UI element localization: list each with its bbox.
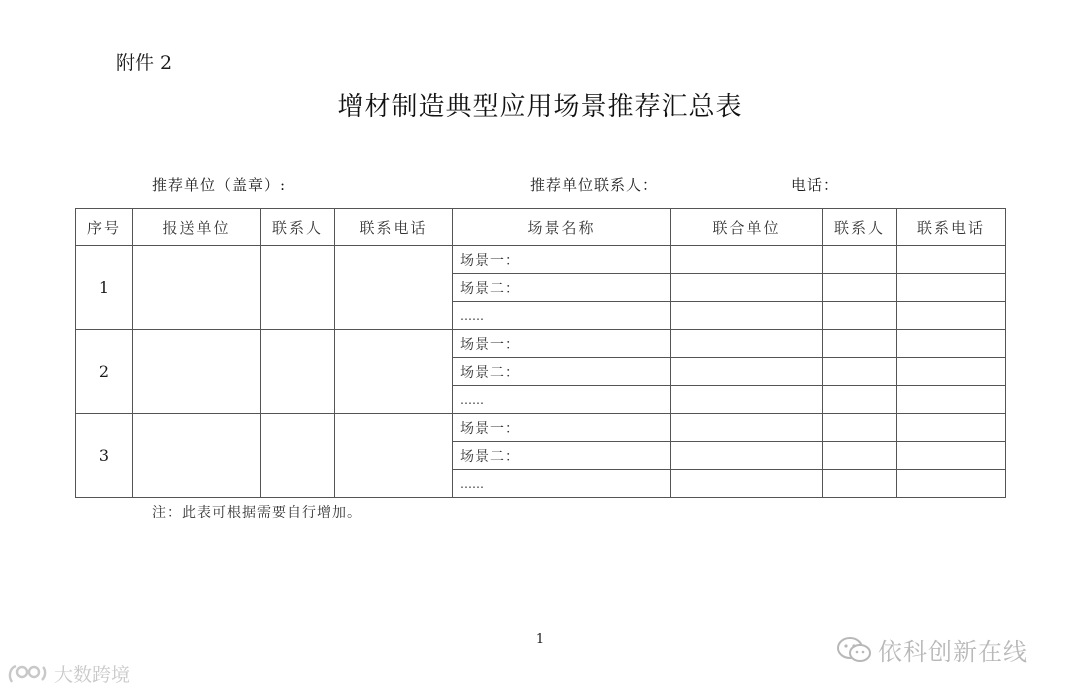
header-cell: 场景名称	[453, 209, 671, 246]
header-cell: 联系电话	[897, 209, 1006, 246]
joint-unit-cell	[671, 442, 823, 470]
table-row	[76, 414, 1006, 442]
table-row	[76, 246, 1006, 274]
joint-contact-cell	[823, 470, 897, 498]
scene-name-cell: 场景二：	[453, 442, 671, 470]
scene-name-cell: 场景一：	[453, 330, 671, 358]
summary-table	[75, 208, 1006, 498]
joint-unit-cell	[671, 358, 823, 386]
page-number: 1	[535, 632, 545, 647]
watermark-right-text: 依科创新在线	[878, 638, 1028, 666]
joint-unit-cell	[671, 386, 823, 414]
brand-logo-icon	[6, 662, 50, 686]
table-note: 注：此表可根据需要自行增加。	[152, 505, 362, 521]
header-cell: 联合单位	[671, 209, 823, 246]
reporting-unit-cell	[133, 414, 261, 498]
row-number: 2	[76, 330, 133, 414]
page-title: 增材制造典型应用场景推荐汇总表	[337, 92, 743, 122]
joint-unit-cell	[671, 302, 823, 330]
watermark-left-text: 大数跨境	[54, 664, 131, 686]
attachment-label: 附件 2	[116, 52, 173, 74]
phone-label: 电话：	[791, 176, 840, 194]
joint-contact-cell	[823, 330, 897, 358]
joint-phone-cell	[897, 358, 1006, 386]
scene-name-cell: 场景二：	[453, 358, 671, 386]
reporting-unit-cell	[133, 330, 261, 414]
joint-phone-cell	[897, 386, 1006, 414]
joint-phone-cell	[897, 442, 1006, 470]
phone-cell	[335, 330, 453, 414]
joint-phone-cell	[897, 246, 1006, 274]
wechat-icon	[836, 636, 872, 664]
joint-phone-cell	[897, 274, 1006, 302]
header-cell: 联系人	[261, 209, 335, 246]
scene-name-cell: ……	[453, 302, 671, 330]
scene-name-cell: 场景一：	[453, 414, 671, 442]
joint-contact-cell	[823, 442, 897, 470]
joint-phone-cell	[897, 414, 1006, 442]
joint-unit-cell	[671, 414, 823, 442]
contact-cell	[261, 414, 335, 498]
unit-contact-label: 推荐单位联系人：	[530, 176, 659, 194]
row-number: 1	[76, 246, 133, 330]
header-cell: 报送单位	[133, 209, 261, 246]
row-number: 3	[76, 414, 133, 498]
joint-unit-cell	[671, 274, 823, 302]
phone-cell	[335, 246, 453, 330]
joint-phone-cell	[897, 470, 1006, 498]
scene-name-cell: 场景一：	[453, 246, 671, 274]
joint-phone-cell	[897, 330, 1006, 358]
scene-name-cell: 场景二：	[453, 274, 671, 302]
header-cell: 联系电话	[335, 209, 453, 246]
joint-contact-cell	[823, 246, 897, 274]
scene-name-cell: ……	[453, 386, 671, 414]
contact-cell	[261, 246, 335, 330]
joint-unit-cell	[671, 246, 823, 274]
contact-cell	[261, 330, 335, 414]
joint-contact-cell	[823, 302, 897, 330]
header-cell: 联系人	[823, 209, 897, 246]
header-cell: 序号	[76, 209, 133, 246]
table-row	[76, 330, 1006, 358]
joint-contact-cell	[823, 414, 897, 442]
joint-contact-cell	[823, 274, 897, 302]
joint-unit-cell	[671, 330, 823, 358]
recommending-unit-label: 推荐单位（盖章）:	[152, 176, 287, 194]
joint-phone-cell	[897, 302, 1006, 330]
table-header-row	[76, 209, 1006, 246]
watermark-right	[836, 632, 1028, 667]
joint-contact-cell	[823, 386, 897, 414]
scene-name-cell: ……	[453, 470, 671, 498]
joint-unit-cell	[671, 470, 823, 498]
reporting-unit-cell	[133, 246, 261, 330]
watermark-left	[6, 660, 130, 687]
joint-contact-cell	[823, 358, 897, 386]
phone-cell	[335, 414, 453, 498]
